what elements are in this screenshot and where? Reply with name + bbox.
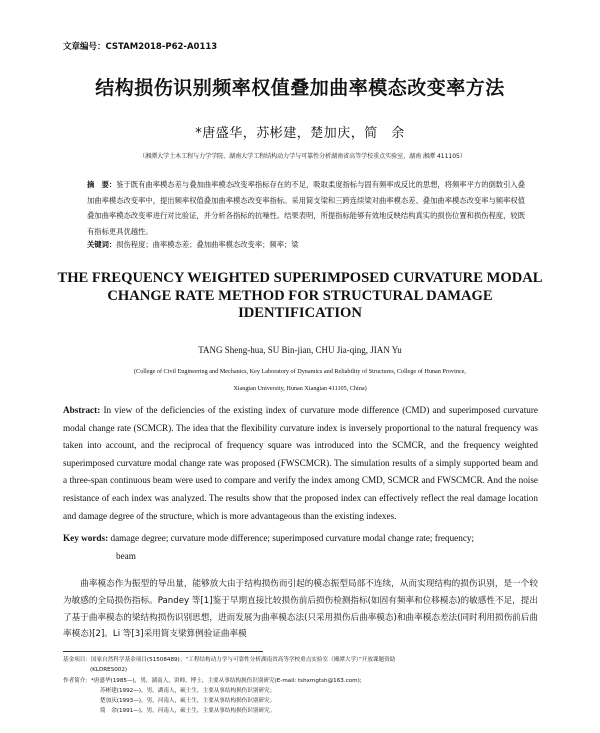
- chinese-abstract-text: 鉴于既有曲率模态差与叠加曲率模态改变率指标存在的不足，吸取柔度指标与固有频率成反比的思想，将频率平方的倒数引入叠加曲率模态改变率中，提出频率权值叠加曲率模态改变率指标。采用简支梁和三跨连续梁对曲率模态差、叠加曲率模态改变率与频率权值叠加曲率模态改变率进行对比验证，并分析各指标的抗噪性。结果表明，所提指标能够有效地反映结构真实的损伤位置和损伤程度，较既有指标更具优越性。: [87, 180, 525, 236]
- footnote-author2: 苏彬建(1992—)，男，湖南人，硕士生，主要从事结构损伤识别研究；: [100, 687, 276, 694]
- english-abstract-text: In view of the deficiencies of the existing index of curvature mode difference (CMD) and superimposed curvature modal change rate (SCMCR). The idea that the flexibility curvature index is inversely proportional to the natural frequency was taken into account, and the reciprocal of frequency square was introduced into the SCMCR, and the frequency weighted superimposed curvature modal change rate was proposed (FWSCMCR). The simulation results of a simply supported beam and a three-span continuous beam were used to compare and verify the index among CMD, SCMCR and FWSCMCR. And the noise resistance of each index was analyzed. The results show that the proposed index can effectively reflect the real damage location and damage degree of the structure, which is more advantageous than the existing indexes.: [63, 405, 538, 521]
- chinese-title: 结构损伤识别频率权值叠加曲率模态改变率方法: [95, 77, 505, 99]
- english-affiliation: [90, 364, 510, 397]
- chinese-abstract-label: 摘 要：: [87, 180, 117, 189]
- footnote-author4: 简 余(1991—)，男，河南人，硕士生，主要从事结构损伤识别研究。: [100, 708, 276, 715]
- footnote-divider: [63, 651, 263, 652]
- english-keywords-line1: damage degree; curvature mode difference; superimposed curvature modal change rate; frequency;: [110, 533, 475, 543]
- article-number: 文章编号：CSTAM2018-P62-A0113: [63, 42, 218, 52]
- english-keywords-label: Key words:: [63, 533, 109, 543]
- english-affiliation-line2: Xiangtan University, Hunan Xiangtan 411105, China): [233, 384, 367, 392]
- english-title: THE FREQUENCY WEIGHTED SUPERIMPOSED CURVATURE MODAL CHANGE RATE METHOD FOR STRUCTURAL DAMAGE IDENTIFICATION: [57, 270, 543, 321]
- english-abstract: [63, 402, 538, 525]
- footnote-fund-cont: (KLDRES002): [90, 667, 128, 674]
- footnote-author3: 楚加庆(1993—)，男，河南人，硕士生，主要从事结构损伤识别研究；: [100, 698, 276, 705]
- chinese-authors: *唐盛华，苏彬建，楚加庆，简 余: [195, 126, 405, 141]
- chinese-keywords-label: 关键词：: [87, 240, 117, 249]
- english-keywords-line2: beam: [116, 550, 136, 561]
- chinese-abstract: [87, 177, 525, 239]
- english-affiliation-line1: (College of Civil Engineering and Mechanics, Key Laboratory of Dynamics and Reliability of Structures, College of Hunan Province,: [134, 368, 466, 375]
- body-paragraph: 曲率模态作为振型的导出量，能够放大由于结构损伤而引起的模态振型局部不连续，从而实现结构的损伤识别，是一个较为敏感的全局损伤指标。Pandey 等[1]鉴于早期直接比较损伤前后损伤检测指标(如固有频率和位移模态)的敏感性不足，提出了基于曲率模态的梁结构损伤识别思想，进而发展为曲率模态法(只采用损伤后曲率模态)和曲率模态差法(同时利用损伤前后曲率模态)[2]。Li 等[3]采用简支梁算例验证曲率模: [63, 579, 538, 640]
- chinese-affiliation: （湘潭大学土木工程与力学学院、湖南大学工程结构动力学与可靠性分析湖南省高等学校重点实验室，湖南 湘潭 411105）: [139, 153, 466, 160]
- footnote-author1: 作者简介：*唐盛华(1985—)，男，湖南人，讲师，博士，主要从事结构损伤识别研究(E-mail: tshxmgtsh@163.com);: [63, 677, 362, 684]
- english-keywords: [63, 530, 538, 565]
- chinese-keywords: [87, 240, 525, 250]
- chinese-keywords-text: 损伤程度；曲率模态差；叠加曲率模态改变率；频率；梁: [116, 240, 299, 249]
- english-abstract-label: Abstract:: [63, 405, 101, 415]
- english-authors: TANG Sheng-hua, SU Bin-jian, CHU Jia-qing, JIAN Yu: [198, 345, 402, 355]
- footnotes: [63, 655, 538, 717]
- footnote-fund: 基金项目：国家自然科学基金项目(51508489)；“工程结构动力学与可靠性分析湖南省高等学校重点实验室（湘潭大学）”开放课题资助: [63, 657, 396, 663]
